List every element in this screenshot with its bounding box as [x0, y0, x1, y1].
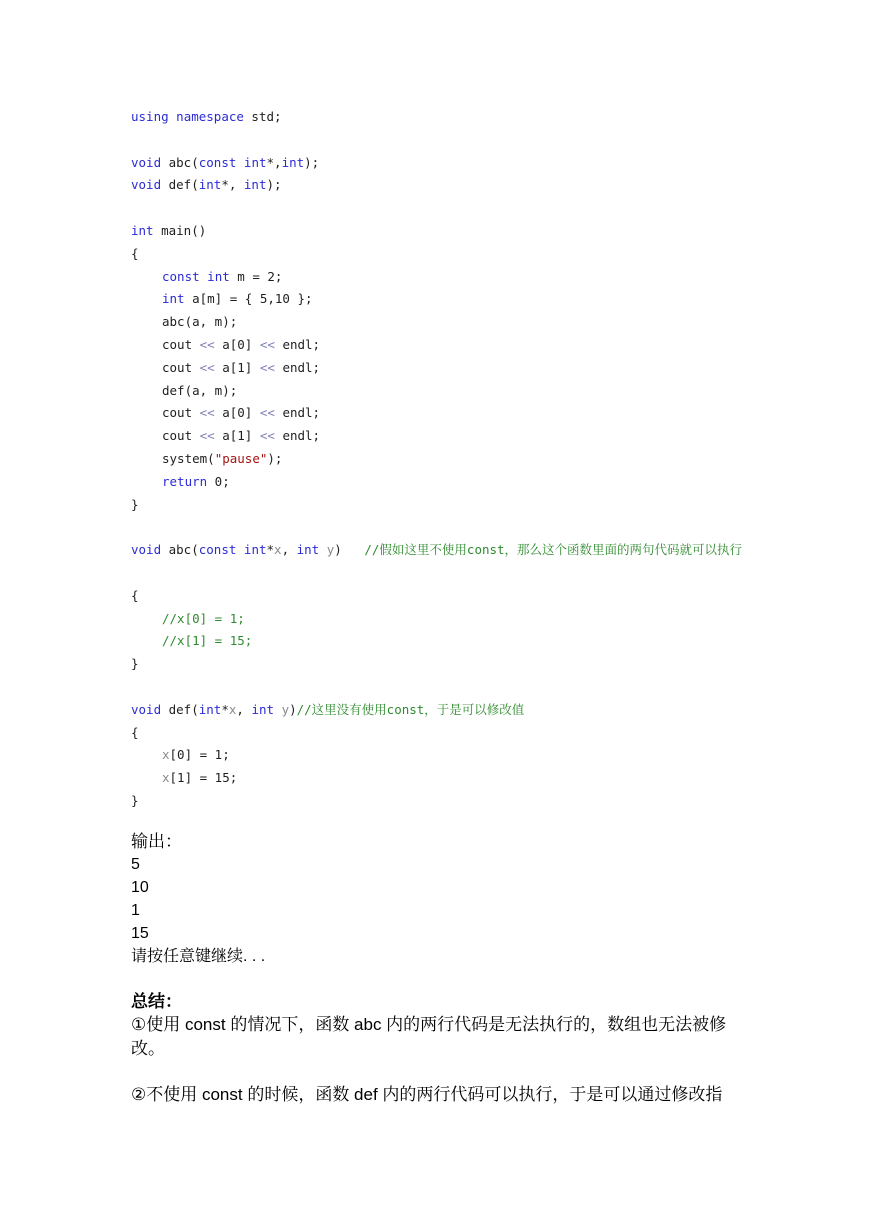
code-text: *, — [221, 177, 244, 193]
code-line-close-brace: } — [131, 656, 139, 672]
keyword: void — [131, 701, 162, 717]
code-text: abc( — [161, 154, 199, 170]
code-text: a[1] — [214, 428, 260, 444]
code-text: def( — [161, 177, 199, 193]
keyword: int — [131, 222, 154, 238]
code-text: , — [236, 701, 252, 717]
keyword: using — [131, 109, 169, 124]
code-text: ); — [267, 450, 283, 466]
summary-item-1: ①使用 const 的情况下，函数 abc 内的两行代码是无法执行的，数组也无法被修改。 — [131, 1015, 727, 1058]
code-line-call-abc: abc(a, m); — [162, 314, 238, 330]
code-line-system — [131, 448, 751, 471]
summary-item-2: ②不使用 const 的时候，函数 def 内的两行代码可以执行，于是可以通过修改指 — [131, 1085, 723, 1104]
code-text: * — [221, 701, 229, 717]
blank-line — [131, 129, 751, 152]
code-text: , — [281, 542, 297, 558]
keyword: int — [296, 542, 320, 558]
code-text: [1] = 15; — [169, 770, 238, 786]
operator: << — [199, 405, 215, 421]
keyword: int — [281, 154, 305, 170]
code-line-open-brace: { — [131, 587, 139, 603]
keyword: return — [162, 473, 208, 489]
code-text: cout — [162, 428, 200, 444]
code-line-comment: //x[0] = 1; — [162, 610, 245, 626]
paragraph-gap — [131, 1061, 741, 1083]
code-line-call-def: def(a, m); — [162, 382, 238, 398]
keyword: void — [131, 542, 162, 558]
code-line-cout-a1 — [131, 425, 751, 448]
code-text: a[m] = { 5,10 }; — [184, 291, 313, 307]
code-text: a[0] — [214, 336, 260, 352]
code-text: [0] = 1; — [169, 747, 230, 763]
code-block — [131, 106, 751, 813]
code-line-open-brace: { — [131, 724, 139, 740]
code-text — [236, 155, 244, 170]
blank-line — [131, 197, 751, 220]
code-text: endl; — [274, 359, 321, 375]
code-text: endl; — [274, 428, 321, 444]
code-text: abc( — [161, 542, 199, 558]
code-line-decl-def — [131, 174, 751, 197]
code-line-cout-a1 — [131, 357, 751, 380]
operator: << — [199, 336, 215, 352]
code-text: def( — [161, 701, 199, 717]
operator: << — [259, 359, 275, 375]
operator: << — [259, 336, 275, 352]
code-text: main() — [153, 222, 207, 238]
keyword: const — [198, 154, 237, 170]
code-text — [274, 702, 282, 717]
code-text: 0; — [207, 473, 230, 489]
comment: //假如这里不使用const，那么这个函数里面的两句代码就可以执行 — [364, 542, 743, 558]
code-line-return — [131, 471, 751, 494]
code-text: endl; — [274, 405, 321, 421]
code-line-cout-a0 — [131, 334, 751, 357]
keyword: namespace — [176, 109, 244, 124]
code-text: ) — [334, 542, 365, 558]
output-line: 请按任意键继续. . . — [131, 948, 266, 965]
code-line-comment: //x[1] = 15; — [162, 633, 253, 649]
keyword: int — [243, 177, 267, 193]
operator: << — [199, 428, 215, 444]
blank-line — [131, 676, 751, 699]
keyword: int — [162, 291, 185, 307]
keyword: const — [162, 268, 200, 284]
comment: //这里没有使用const，于是可以修改值 — [296, 701, 525, 717]
keyword: int — [207, 268, 230, 284]
string-literal: "pause" — [214, 450, 268, 466]
parameter: x — [162, 770, 170, 786]
parameter: x — [228, 701, 237, 717]
keyword: int — [251, 701, 275, 717]
code-text: ); — [304, 154, 320, 170]
parameter: y — [326, 542, 335, 558]
code-text: ) — [289, 701, 297, 717]
keyword: int — [198, 177, 222, 193]
code-line-m-decl — [131, 266, 751, 289]
code-text: system( — [162, 450, 215, 466]
code-line-close-brace: } — [131, 792, 139, 808]
output-heading: 输出： — [131, 832, 182, 851]
keyword: int — [243, 154, 267, 170]
output-line: 15 — [131, 925, 149, 942]
keyword: const — [198, 542, 237, 558]
keyword: int — [198, 701, 222, 717]
code-text: endl; — [274, 336, 321, 352]
keyword: int — [243, 542, 267, 558]
code-text: cout — [162, 405, 200, 421]
code-line-assign-x1 — [131, 767, 751, 790]
summary-heading: 总结： — [131, 992, 182, 1011]
code-text: m = 2; — [229, 268, 283, 284]
output-line: 10 — [131, 879, 149, 896]
parameter: y — [281, 701, 290, 717]
code-line-assign-x0 — [131, 744, 751, 767]
code-text: ); — [266, 177, 282, 193]
parameter: x — [274, 542, 282, 558]
code-text: a[1] — [214, 359, 260, 375]
code-line-a-decl — [131, 288, 751, 311]
blank-line — [131, 516, 751, 539]
code-line-abc-definition — [131, 539, 751, 585]
keyword: void — [131, 177, 162, 193]
code-line-open-brace: { — [131, 245, 139, 261]
code-text: *, — [266, 154, 282, 170]
keyword: void — [131, 154, 162, 170]
operator: << — [259, 405, 275, 421]
operator: << — [199, 359, 215, 375]
code-text: cout — [162, 336, 200, 352]
output-line: 5 — [131, 856, 140, 873]
code-text — [319, 542, 327, 557]
output-line: 1 — [131, 902, 140, 919]
code-line-using — [131, 106, 751, 129]
code-text: cout — [162, 359, 200, 375]
operator: << — [259, 428, 275, 444]
code-line-decl-abc — [131, 152, 751, 175]
paragraph-gap — [131, 968, 741, 990]
code-line-cout-a0 — [131, 402, 751, 425]
code-text — [236, 542, 244, 557]
code-text: std; — [243, 109, 282, 124]
parameter: x — [162, 747, 170, 763]
code-line-close-brace: } — [131, 496, 139, 512]
code-text: * — [266, 542, 275, 558]
prose-section — [131, 830, 741, 1107]
code-text: a[0] — [214, 405, 260, 421]
code-line-def-definition — [131, 699, 751, 722]
code-line-main-signature — [131, 220, 751, 243]
